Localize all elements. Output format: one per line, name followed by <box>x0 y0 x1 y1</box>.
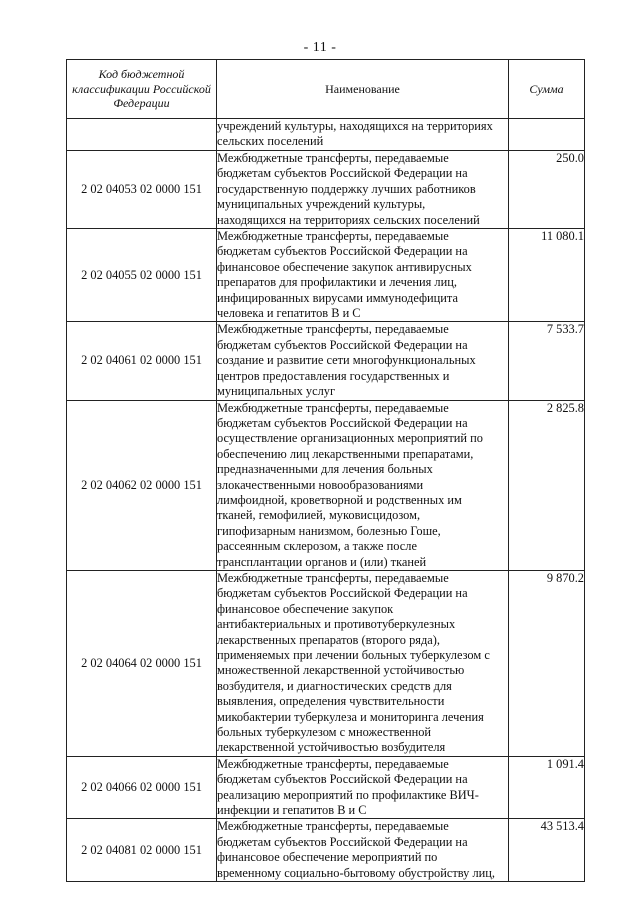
table-row <box>67 819 585 882</box>
row-name <box>217 819 509 882</box>
row-name-line: муниципальных услуг <box>217 384 336 399</box>
table-row <box>67 322 585 400</box>
row-name <box>217 229 509 322</box>
header-name: Наименование <box>217 60 509 119</box>
row-code <box>67 119 217 151</box>
row-name-line: бюджетам субъектов Российской Федерации на <box>217 586 468 601</box>
row-name <box>217 322 509 400</box>
row-name-line: государственную поддержку лучших работников <box>217 181 476 196</box>
row-amount: 11 080.1 <box>509 229 585 322</box>
row-amount: 43 513.4 <box>509 819 585 882</box>
row-name-line: лекарственной устойчивостью возбудителя <box>217 740 446 755</box>
row-amount: 1 091.4 <box>509 756 585 819</box>
row-code: 2 02 04062 02 0000 151 <box>67 400 217 570</box>
row-code: 2 02 04055 02 0000 151 <box>67 229 217 322</box>
row-name-line: Межбюджетные трансферты, передаваемые <box>217 570 449 585</box>
row-name <box>217 119 509 151</box>
row-name-line: учреждений культуры, находящихся на территориях <box>217 119 493 133</box>
row-name-line: бюджетам субъектов Российской Федерации на <box>217 772 468 787</box>
row-name-line: бюджетам субъектов Российской Федерации на <box>217 166 468 181</box>
row-code: 2 02 04081 02 0000 151 <box>67 819 217 882</box>
row-name-line: препаратов для профилактики и лечения лиц, <box>217 275 457 290</box>
row-name-line: множественной лекарственной устойчивостью <box>217 663 465 678</box>
row-amount: 7 533.7 <box>509 322 585 400</box>
row-name-line: Межбюджетные трансферты, передаваемые <box>217 819 449 834</box>
row-amount: 9 870.2 <box>509 570 585 756</box>
header-code: Код бюджетной классификации Российской Федерации <box>67 60 217 119</box>
header-sum: Сумма <box>509 60 585 119</box>
table-row <box>67 756 585 819</box>
page-number: - 11 - <box>303 40 337 55</box>
row-code: 2 02 04066 02 0000 151 <box>67 756 217 819</box>
row-code: 2 02 04061 02 0000 151 <box>67 322 217 400</box>
row-name-line: рассеянным склерозом, а также после <box>217 539 417 554</box>
row-name-line: временному социально-бытовому обустройству лиц, <box>217 865 496 880</box>
row-name-line: финансовое обеспечение закупок антивирусных <box>217 259 472 274</box>
row-name-line: муниципальных учреждений культуры, <box>217 197 426 212</box>
row-name-line: гипофизарным нанизмом, болезнью Гоше, <box>217 523 441 538</box>
row-name-line: тканей, гемофилией, муковисцидозом, <box>217 508 421 523</box>
row-name <box>217 570 509 756</box>
row-name-line: финансовое обеспечение закупок <box>217 601 394 616</box>
table-row <box>67 570 585 756</box>
table-row <box>67 229 585 322</box>
row-name-line: сельских поселений <box>217 134 324 149</box>
row-amount <box>509 119 585 151</box>
row-name-line: бюджетам субъектов Российской Федерации на <box>217 415 468 430</box>
row-name <box>217 756 509 819</box>
row-name-line: инфекции и гепатитов В и С <box>217 803 367 818</box>
row-name-line: человека и гепатитов В и С <box>217 306 361 321</box>
row-name-line: микобактерии туберкулеза и мониторинга лечения <box>217 709 484 724</box>
row-name-line: финансовое обеспечение мероприятий по <box>217 850 438 865</box>
row-name-line: бюджетам субъектов Российской Федерации на <box>217 337 468 352</box>
row-name-line: лекарственных препаратов (второго ряда), <box>217 632 440 647</box>
row-name-line: лимфоидной, кроветворной и родственных им <box>217 492 462 507</box>
row-name-line: злокачественными новообразованиями <box>217 477 424 492</box>
row-name-line: трансплантации органов и (или) тканей <box>217 554 427 569</box>
row-name-line: предназначенными для лечения больных <box>217 462 433 477</box>
row-name-line: Межбюджетные трансферты, передаваемые <box>217 400 449 415</box>
header-row <box>67 60 585 119</box>
row-name-line: инфицированных вирусами иммунодефицита <box>217 290 458 305</box>
row-name-line: применяемых при лечении больных туберкулезом с <box>217 648 490 662</box>
table-row <box>67 400 585 570</box>
row-name-line: бюджетам субъектов Российской Федерации на <box>217 244 468 259</box>
row-name-line: Межбюджетные трансферты, передаваемые <box>217 151 449 165</box>
row-name-line: создание и развитие сети многофункциональных <box>217 353 476 368</box>
row-code: 2 02 04053 02 0000 151 <box>67 151 217 229</box>
row-amount: 2 825.8 <box>509 400 585 570</box>
table-row <box>67 151 585 229</box>
row-amount: 250.0 <box>509 151 585 229</box>
table-body <box>67 119 585 882</box>
row-name <box>217 400 509 570</box>
row-name-line: центров предоставления государственных и <box>217 368 450 383</box>
row-name <box>217 151 509 229</box>
row-name-line: больных туберкулезом с множественной <box>217 725 432 740</box>
row-name-line: возбудителя, и диагностических средств для <box>217 678 452 693</box>
row-name-line: осуществление организационных мероприятий по <box>217 431 483 446</box>
row-name-line: реализацию мероприятий по профилактике ВИЧ- <box>217 787 479 802</box>
row-name-line: Межбюджетные трансферты, передаваемые <box>217 756 449 771</box>
row-name-line: Межбюджетные трансферты, передаваемые <box>217 229 449 244</box>
row-name-line: находящихся на территориях сельских поселений <box>217 212 480 227</box>
row-name-line: бюджетам субъектов Российской Федерации на <box>217 834 468 849</box>
table-row <box>67 119 585 151</box>
row-name-line: выявления, определения чувствительности <box>217 694 445 709</box>
budget-table <box>66 59 585 882</box>
row-code: 2 02 04064 02 0000 151 <box>67 570 217 756</box>
row-name-line: Межбюджетные трансферты, передаваемые <box>217 322 449 337</box>
row-name-line: антибактериальных и противотуберкулезных <box>217 617 456 632</box>
row-name-line: обеспечению лиц лекарственными препаратами, <box>217 446 474 461</box>
